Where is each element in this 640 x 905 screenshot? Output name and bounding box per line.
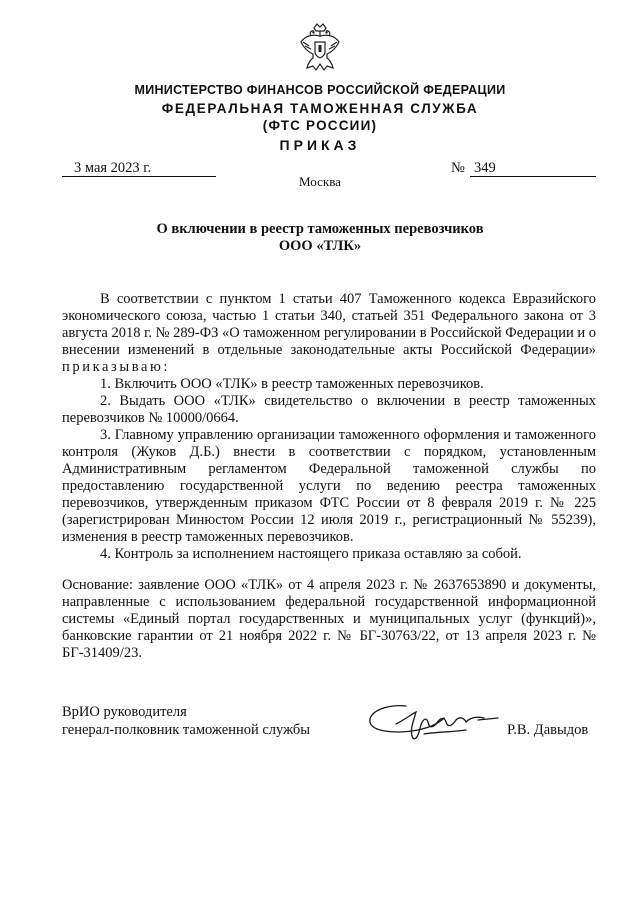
subject-line-1: О включении в реестр таможенных перевозчиков xyxy=(156,221,484,237)
preamble-text: В соответствии с пунктом 1 статьи 407 Таможенного кодекса Евразийского экономического союза, частью 1 статьи 340, статьей 351 Федерального закона от 3 августа 2018 г. № 289-ФЗ «О таможенном регулировании в Российской Федерации и о внесении изменений в отдельные законодательные акты Российской Федерации» xyxy=(62,291,597,358)
signatory-position-line-1: ВрИО руководителя xyxy=(62,704,187,720)
order-item-4: 4. Контроль за исполнением настоящего приказа оставляю за собой. xyxy=(100,546,522,562)
service-abbreviation: (ФТС РОССИИ) xyxy=(262,118,378,133)
order-date: 3 мая 2023 г. xyxy=(62,160,216,177)
signatory-position-line-2: генерал-полковник таможенной службы xyxy=(62,722,311,738)
order-subject xyxy=(0,221,640,255)
signatory-position xyxy=(62,703,310,739)
order-city: Москва xyxy=(299,174,341,189)
basis-text: Основание: заявление ООО «ТЛК» от 4 апреля 2023 г. № 2637653890 и документы, направленные с использованием федеральной государственной информационной системы «Единый портал государственных и муниципальных услуг (функций)», банковские гарантии от 21 ноября 2022 г. № БГ-30763/22, от 13 апреля 2023 г. № БГ-31409/23. xyxy=(62,577,596,661)
subject-line-2: ООО «ТЛК» xyxy=(278,238,362,254)
order-word: приказываю: xyxy=(62,359,171,375)
order-number: 349 xyxy=(470,160,596,177)
preamble-paragraph xyxy=(62,291,596,376)
ministry-name: МИНИСТЕРСТВО ФИНАНСОВ РОССИЙСКОЙ ФЕДЕРАЦИИ xyxy=(134,83,506,97)
service-name: ФЕДЕРАЛЬНАЯ ТАМОЖЕННАЯ СЛУЖБА xyxy=(161,101,479,116)
order-number-label: № xyxy=(451,160,465,176)
russian-eagle-emblem-icon xyxy=(299,22,341,74)
order-body xyxy=(62,291,596,563)
handwritten-signature-icon xyxy=(366,698,502,748)
order-item-2: 2. Выдать ООО «ТЛК» свидетельство о включении в реестр таможенных перевозчиков № 10000/0664. xyxy=(62,393,596,426)
order-item-3: 3. Главному управлению организации таможенного оформления и таможенного контроля (Жуков Д.Б.) внести в соответствии с порядком, установленным Административным регламентом Федеральной таможенной службы по предоставлению государственной услуги по ведению реестра таможенных перевозчиков, утвержденным приказом ФТС России от 8 февраля 2019 г. № 225 (зарегистрирован Минюстом России 12 июля 2019 г., регистрационный № 55239), изменения в реестр таможенных перевозчиков. xyxy=(62,427,596,545)
order-item-1: 1. Включить ООО «ТЛК» в реестр таможенных перевозчиков. xyxy=(100,376,484,392)
signatory-name: Р.В. Давыдов xyxy=(507,722,589,738)
basis-section xyxy=(62,577,596,662)
document-type: ПРИКАЗ xyxy=(279,137,361,153)
